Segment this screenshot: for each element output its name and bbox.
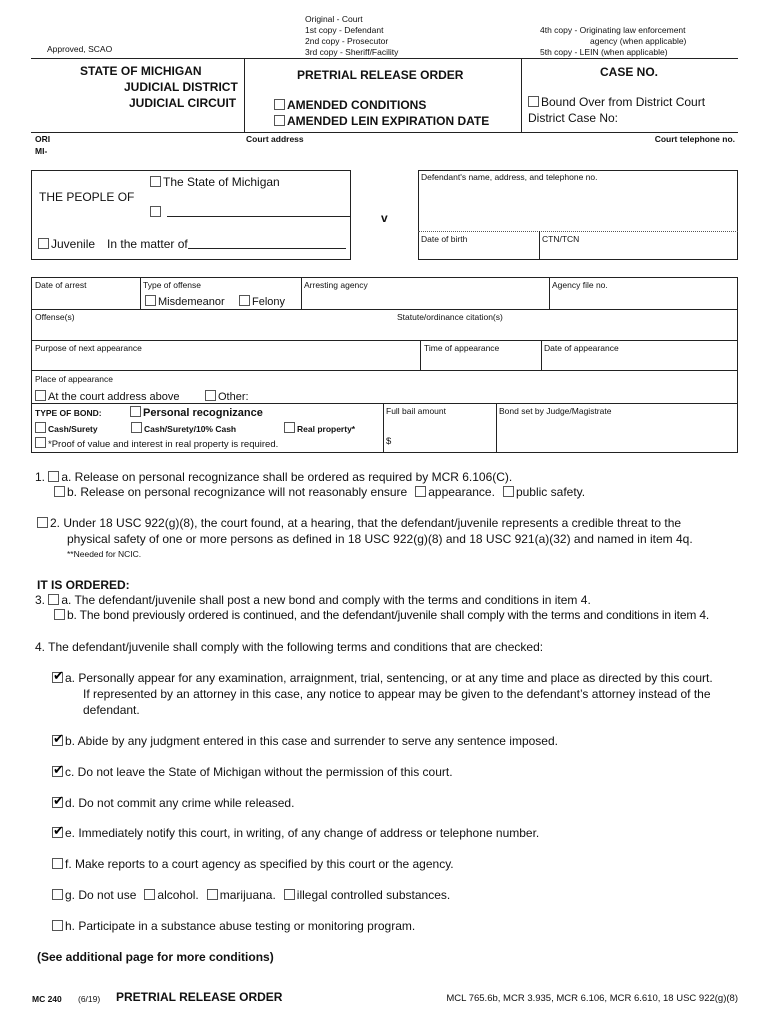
cash-surety-checkbox[interactable] bbox=[35, 422, 46, 433]
item-4b-checkbox[interactable] bbox=[52, 735, 63, 746]
district-case-no: District Case No: bbox=[528, 111, 619, 125]
juvenile-name-field[interactable] bbox=[188, 237, 346, 249]
item-3b-checkbox[interactable] bbox=[54, 609, 65, 620]
amended-lein[interactable]: AMENDED LEIN EXPIRATION DATE bbox=[274, 114, 489, 128]
bond-set-by-label: Bond set by Judge/Magistrate bbox=[499, 406, 612, 416]
item-1a-checkbox[interactable] bbox=[48, 471, 59, 482]
at-court-checkbox[interactable] bbox=[35, 390, 46, 401]
page-title: PRETRIAL RELEASE ORDER bbox=[297, 68, 464, 82]
other-party-checkbox[interactable] bbox=[150, 206, 161, 217]
other-party-option[interactable] bbox=[150, 205, 351, 219]
footer-title: PRETRIAL RELEASE ORDER bbox=[116, 990, 283, 1004]
court-address-label: Court address bbox=[246, 134, 304, 144]
misdemeanor-checkbox[interactable] bbox=[145, 295, 156, 306]
date-of-arrest-label: Date of arrest bbox=[35, 280, 87, 290]
defendant-box[interactable] bbox=[418, 170, 738, 260]
cash-surety-10-checkbox[interactable] bbox=[131, 422, 142, 433]
ori-label: ORI bbox=[35, 134, 51, 144]
misdemeanor-option[interactable]: Misdemeanor bbox=[145, 295, 225, 308]
juvenile-checkbox[interactable] bbox=[38, 238, 49, 249]
item-3a-checkbox[interactable] bbox=[48, 594, 59, 605]
item-4c-checkbox[interactable] bbox=[52, 766, 63, 777]
cash-surety-option[interactable]: Cash/Surety bbox=[35, 422, 98, 434]
legal-references: MCL 765.6b, MCR 3.935, MCR 6.106, MCR 6.610, 18 USC 922(g)(8) bbox=[446, 993, 738, 1004]
item-4f-checkbox[interactable] bbox=[52, 858, 63, 869]
type-of-bond-label: TYPE OF BOND: bbox=[35, 408, 102, 418]
item-4f[interactable]: f. Make reports to a court agency as specified by this court or the agency. bbox=[52, 857, 454, 871]
amended-lein-checkbox[interactable] bbox=[274, 115, 285, 126]
statute-label: Statute/ordinance citation(s) bbox=[397, 312, 503, 322]
ncic-note: **Needed for NCIC. bbox=[67, 549, 142, 559]
judicial-district: JUDICIAL DISTRICT bbox=[124, 80, 238, 94]
item-4h[interactable]: h. Participate in a substance abuse testing or monitoring program. bbox=[52, 919, 415, 933]
item-4d[interactable]: ✔d. Do not commit any crime while released. bbox=[52, 796, 294, 810]
item-1a[interactable]: 1. a. Release on personal recognizance shall be ordered as required by MCR 6.106(C). bbox=[35, 470, 513, 484]
item-3b[interactable]: b. The bond previously ordered is continued, and the defendant/juvenile shall comply with the terms and conditions in item 4. bbox=[54, 608, 709, 622]
other-place-checkbox[interactable] bbox=[205, 390, 216, 401]
item-4g[interactable]: g. Do not use alcohol. marijuana. illegal controlled substances. bbox=[52, 888, 450, 902]
versus: v bbox=[381, 211, 388, 225]
court-phone-label: Court telephone no. bbox=[654, 134, 735, 144]
date-of-appearance-label: Date of appearance bbox=[544, 343, 619, 353]
item-2-checkbox[interactable] bbox=[37, 517, 48, 528]
full-bail-label: Full bail amount bbox=[386, 406, 447, 416]
purpose-label: Purpose of next appearance bbox=[35, 343, 142, 353]
full-bail-dollar: $ bbox=[386, 436, 392, 447]
mi-label: MI- bbox=[35, 146, 48, 156]
felony-option[interactable]: Felony bbox=[239, 295, 285, 308]
copy-distribution-left: Original - Court 1st copy - Defendant 2nd copy - Prosecutor 3rd copy - Sheriff/Facility bbox=[305, 14, 399, 57]
item-4e-checkbox[interactable] bbox=[52, 827, 63, 838]
offenses-label: Offense(s) bbox=[35, 312, 75, 322]
state-of-michigan: STATE OF MICHIGAN bbox=[80, 64, 202, 78]
juvenile-option[interactable]: Juvenile In the matter of bbox=[38, 237, 346, 251]
item-4a[interactable]: ✔a. Personally appear for any examination, arraignment, trial, sentencing, or at any time and place as directed by this court. bbox=[52, 671, 713, 685]
proof-checkbox[interactable] bbox=[35, 437, 46, 448]
amended-conditions[interactable]: AMENDED CONDITIONS bbox=[274, 98, 426, 112]
appearance-checkbox[interactable] bbox=[415, 486, 426, 497]
illegal-substances-checkbox[interactable] bbox=[284, 889, 295, 900]
real-property-proof: *Proof of value and interest in real property is required. bbox=[35, 437, 278, 450]
real-property-option[interactable]: Real property* bbox=[284, 422, 355, 434]
item-2-line2: physical safety of one or more persons as defined in 18 USC 922(g)(8) and 18 USC 921(a)(32) and named in item 4q. bbox=[67, 532, 693, 546]
item-4h-checkbox[interactable] bbox=[52, 920, 63, 931]
form-revision: (6/19) bbox=[78, 994, 101, 1004]
real-property-checkbox[interactable] bbox=[284, 422, 295, 433]
marijuana-checkbox[interactable] bbox=[207, 889, 218, 900]
item-4d-checkbox[interactable] bbox=[52, 797, 63, 808]
public-safety-checkbox[interactable] bbox=[503, 486, 514, 497]
item-4g-checkbox[interactable] bbox=[52, 889, 63, 900]
item-4a-checkbox[interactable] bbox=[52, 672, 63, 683]
other-place-option[interactable]: Other: bbox=[205, 390, 249, 403]
judicial-circuit: JUDICIAL CIRCUIT bbox=[129, 96, 237, 110]
item-3a[interactable]: 3. a. The defendant/juvenile shall post a new bond and comply with the terms and conditions in item 4. bbox=[35, 593, 591, 607]
approved-scao: Approved, SCAO bbox=[47, 44, 113, 54]
other-party-field[interactable] bbox=[167, 205, 351, 217]
form-number: MC 240 bbox=[32, 994, 62, 1004]
item-4c[interactable]: ✔c. Do not leave the State of Michigan without the permission of this court. bbox=[52, 765, 453, 779]
agency-file-label: Agency file no. bbox=[552, 280, 608, 290]
felony-checkbox[interactable] bbox=[239, 295, 250, 306]
personal-recognizance-checkbox[interactable] bbox=[130, 406, 141, 417]
time-of-appearance-label: Time of appearance bbox=[424, 343, 500, 353]
copy-distribution-right: 4th copy - Originating law enforcement agency (when applicable) 5th copy - LEIN (when applicable) bbox=[540, 25, 687, 57]
item-4a-line3: defendant. bbox=[83, 703, 140, 717]
item-2[interactable]: 2. Under 18 USC 922(g)(8), the court found, at a hearing, that the defendant/juvenile represents a credible threat to the bbox=[37, 516, 681, 530]
item-4a-line2: If represented by an attorney in this case, any notice to appear may be given to the defendant’s attorney instead of the bbox=[83, 687, 711, 701]
type-of-offense-label: Type of offense bbox=[143, 280, 201, 290]
state-of-michigan-option[interactable]: The State of Michigan bbox=[150, 175, 280, 189]
dob-label: Date of birth bbox=[421, 234, 468, 244]
item-1b-checkbox[interactable] bbox=[54, 486, 65, 497]
state-of-michigan-checkbox[interactable] bbox=[150, 176, 161, 187]
alcohol-checkbox[interactable] bbox=[144, 889, 155, 900]
bound-over[interactable]: Bound Over from District Court bbox=[528, 95, 705, 109]
defendant-info-label: Defendant's name, address, and telephone no. bbox=[421, 172, 598, 182]
personal-recognizance-option[interactable]: Personal recognizance bbox=[130, 406, 263, 419]
bound-over-checkbox[interactable] bbox=[528, 96, 539, 107]
more-conditions-note: (See additional page for more conditions) bbox=[37, 950, 274, 964]
case-no-label: CASE NO. bbox=[600, 65, 659, 79]
item-4e[interactable]: ✔e. Immediately notify this court, in writing, of any change of address or telephone number. bbox=[52, 826, 539, 840]
ctn-label: CTN/TCN bbox=[542, 234, 580, 244]
item-1b[interactable]: b. Release on personal recognizance will not reasonably ensure appearance. public safety. bbox=[54, 485, 585, 499]
it-is-ordered: IT IS ORDERED: bbox=[37, 578, 130, 592]
arresting-agency-label: Arresting agency bbox=[304, 280, 368, 290]
item-4b[interactable]: ✔b. Abide by any judgment entered in this case and surrender to serve any sentence imposed. bbox=[52, 734, 558, 748]
amended-conditions-checkbox[interactable] bbox=[274, 99, 285, 110]
people-of-label: THE PEOPLE OF bbox=[39, 190, 135, 204]
at-court-option[interactable]: At the court address above bbox=[35, 390, 179, 403]
cash-surety-10-option[interactable]: Cash/Surety/10% Cash bbox=[131, 422, 236, 434]
item-4: 4. The defendant/juvenile shall comply with the following terms and conditions that are checked: bbox=[35, 640, 544, 654]
place-label: Place of appearance bbox=[35, 374, 113, 384]
